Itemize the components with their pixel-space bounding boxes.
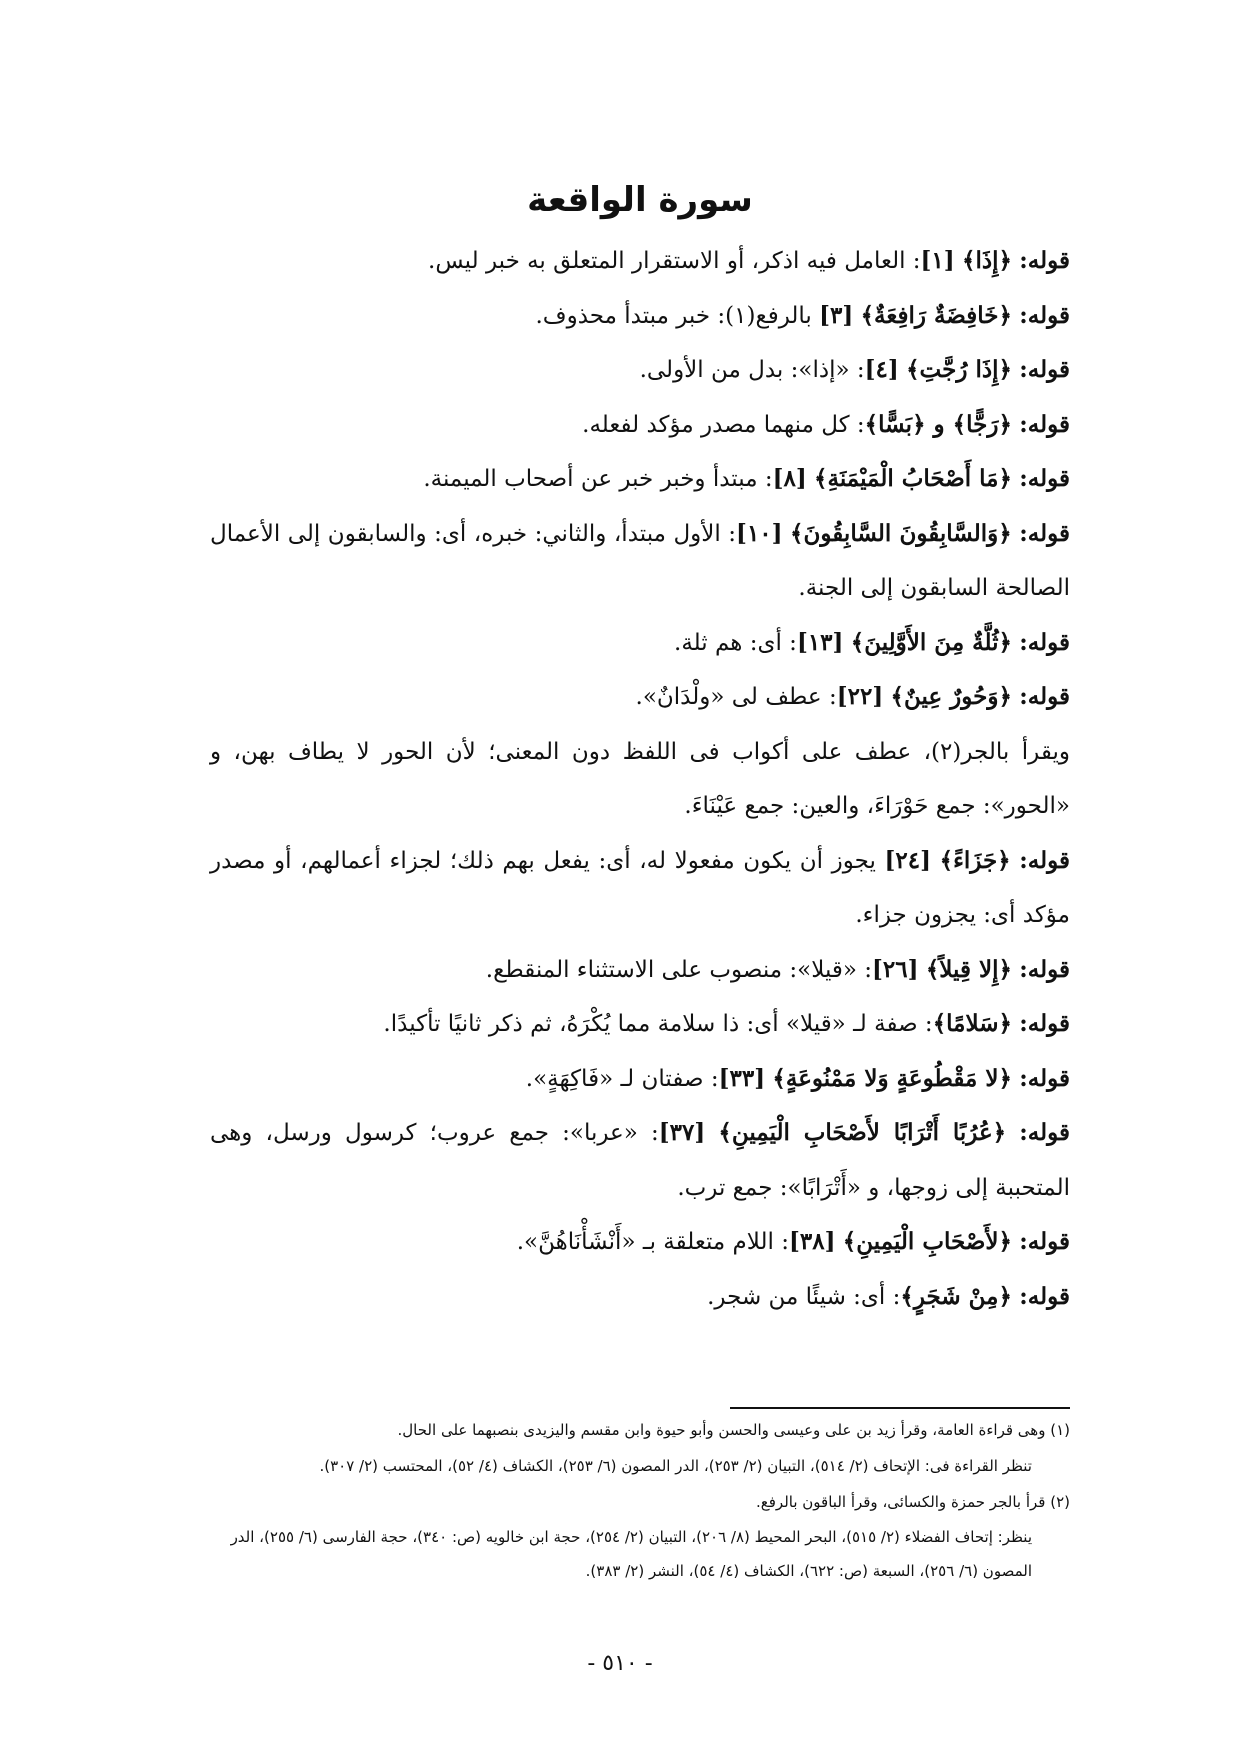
entry bbox=[210, 997, 1070, 1052]
entry-verse: ﴿خَافِضَةٌ رَافِعَةٌ﴾ bbox=[860, 301, 1012, 329]
surah-title: سورة الواقعة bbox=[527, 180, 753, 220]
entry-text: : «عربا»: جمع عروب؛ كرسول ورسل، وهى المتحببة إلى زوجها، و «أَتْرَابًا»: جمع ترب. bbox=[210, 1120, 1070, 1201]
entry-text: بالرفع(١): خبر مبتدأ محذوف. bbox=[535, 302, 820, 329]
entry bbox=[210, 943, 1070, 998]
entry-lead: قوله: bbox=[1019, 519, 1070, 547]
entry-text: : صفة لـ «قيلا» أى: ذا سلامة مما يُكْرَهُ، ثم ذكر ثانيًا تأكيدًا. bbox=[383, 1011, 933, 1037]
entry-ref: [١٠] bbox=[736, 519, 783, 547]
entry-lead: قوله: bbox=[1019, 1119, 1071, 1146]
page-body bbox=[210, 170, 1070, 1324]
entry-verse: ﴿إِذَا﴾ bbox=[961, 247, 1012, 274]
footnote-2-sources: ينظر: إتحاف الفضلاء (٢/ ٥١٥)، البحر المحيط (٨/ ٢٠٦)، التبيان (٢/ ٢٥٤)، حجة ابن خالويه (ص: ٣٤٠)، حجة الفارسى (٦/ ٢٥٥)، الدر المصون (٦/ ٢٥٦)، السبعة (ص: ٦٢٢)، الكشاف (٤/ ٥٤)، النشر (٢/ ٣٨٣). bbox=[230, 1528, 1032, 1580]
entry-ref: [٢٤] bbox=[884, 846, 931, 874]
entry-text: يجوز أن يكون مفعولا له، أى: يفعل بهم ذلك؛ لجزاء أعمالهم، أو مصدر مؤكد أى: يجزون جزاء. bbox=[210, 847, 1070, 928]
entry-ref: [٤] bbox=[864, 356, 899, 383]
entry-ref: [٣٧] bbox=[658, 1119, 706, 1146]
entry bbox=[210, 834, 1070, 943]
entry-verse: ﴿وَحُورٌ عِينٌ﴾ bbox=[890, 683, 1012, 710]
entry-lead: قوله: bbox=[1019, 465, 1070, 492]
entry-lead: قوله: bbox=[1019, 628, 1070, 656]
entry bbox=[210, 234, 1070, 289]
footnote-1-sources: تنظر القراءة فى: الإتحاف (٢/ ٥١٤)، التبيان (٢/ ٢٥٣)، الدر المصون (٦/ ٢٥٣)، الكشاف (٤/ ٥٢)، المحتسب (٢/ ٣٠٧). bbox=[319, 1457, 1032, 1475]
entry-ref: [٣] bbox=[819, 301, 854, 329]
footnote-separator bbox=[730, 1407, 1070, 1409]
entry-verse: ﴿جَزَاءً﴾ bbox=[939, 846, 1011, 874]
entry-verse: ﴿إِلا قِيلاً﴾ bbox=[925, 955, 1012, 983]
entry bbox=[210, 507, 1070, 616]
entry-verse: ﴿وَالسَّابِقُونَ السَّابِقُونَ﴾ bbox=[790, 519, 1012, 547]
entry-lead: قوله: bbox=[1019, 301, 1070, 329]
entry-verse: ﴿إِذَا رُجَّتِ﴾ bbox=[906, 356, 1012, 383]
entry bbox=[210, 398, 1070, 453]
entry-lead: قوله: bbox=[1019, 683, 1070, 710]
entry-ref: [٣٨] bbox=[788, 1228, 836, 1255]
entry-verse: ﴿مِنْ شَجَرٍ﴾ bbox=[900, 1282, 1012, 1310]
entry-lead: قوله: bbox=[1019, 1064, 1070, 1092]
entry-text: : «قيلا»: منصوب على الاستثناء المنقطع. bbox=[485, 956, 873, 983]
entry-text: : الأول مبتدأ، والثاني: خبره، أى: والسابقون إلى الأعمال الصالحة السابقون إلى الجنة. bbox=[210, 520, 1070, 601]
entry-ref: [٢٦] bbox=[872, 955, 919, 983]
entry bbox=[210, 289, 1070, 344]
entry-lead: قوله: bbox=[1019, 247, 1070, 274]
entry bbox=[210, 1270, 1070, 1325]
entry bbox=[210, 670, 1070, 725]
entry-ref: [١٣] bbox=[796, 628, 844, 656]
entry-verse: ﴿رَجًّا﴾ و ﴿بَسًّا﴾ bbox=[864, 410, 1012, 438]
entry-lead: قوله: bbox=[1019, 356, 1070, 383]
entry-lead: قوله: bbox=[1019, 1228, 1070, 1255]
entry-verse: ﴿لا مَقْطُوعَةٍ وَلا مَمْنُوعَةٍ﴾ bbox=[772, 1064, 1012, 1092]
entry-ref: [٢٢] bbox=[836, 683, 884, 710]
entry-text: ويقرأ بالجر(٢)، عطف على أكواب فى اللفظ دون المعنى؛ لأن الحور لا يطاف بهن، و «الحور»: جمع حَوْرَاءَ، والعين: جمع عَيْنَاءَ. bbox=[210, 738, 1070, 819]
entry-text: : عطف لى «ولْدَانٌ». bbox=[635, 684, 837, 710]
entry bbox=[210, 616, 1070, 671]
entry-lead: قوله: bbox=[1019, 846, 1070, 874]
entry-verse: ﴿مَا أَصْحَابُ الْمَيْمَنَةِ﴾ bbox=[814, 465, 1012, 492]
entry-lead: قوله: bbox=[1019, 1010, 1070, 1037]
entries-list bbox=[210, 234, 1070, 1324]
entry-lead: قوله: bbox=[1019, 1282, 1070, 1310]
entry bbox=[210, 1052, 1070, 1107]
entry bbox=[210, 725, 1070, 834]
entry bbox=[210, 452, 1070, 507]
entry-lead: قوله: bbox=[1019, 955, 1070, 983]
entry-text: : أى: هم ثلة. bbox=[674, 629, 797, 656]
entry-lead: قوله: bbox=[1019, 410, 1070, 438]
page-number: - ٥١٠ - bbox=[587, 1651, 653, 1676]
footnotes bbox=[210, 1412, 1070, 1588]
entry-text: : كل منهما مصدر مؤكد لفعله. bbox=[582, 411, 865, 438]
entry-ref: [٨] bbox=[772, 465, 807, 492]
entry bbox=[210, 343, 1070, 398]
entry-verse: ﴿سَلامًا﴾ bbox=[932, 1010, 1012, 1037]
footnote-2: (٢) قرأ بالجر حمزة والكسائى، وقرأ الباقون بالرفع. bbox=[756, 1493, 1070, 1511]
footnote-1: (١) وهى قراءة العامة، وقرأ زيد بن على وعيسى والحسن وأبو حيوة وابن مقسم واليزيدى بنصبهما على الحال. bbox=[397, 1421, 1070, 1439]
entry-verse: ﴿لأَصْحَابِ الْيَمِينِ﴾ bbox=[842, 1228, 1012, 1255]
entry-verse: ﴿ثُلَّةٌ مِنَ الأَوَّلِينَ﴾ bbox=[850, 628, 1012, 656]
entry-ref: [٣٣] bbox=[718, 1064, 766, 1092]
entry-text: : أى: شيئًا من شجر. bbox=[707, 1283, 901, 1310]
entry-verse: ﴿عُرُبًا أَتْرَابًا لأَصْحَابِ الْيَمِينِ﴾ bbox=[718, 1119, 1007, 1146]
entry-text: : العامل فيه اذكر، أو الاستقرار المتعلق به خبر ليس. bbox=[428, 248, 921, 274]
entry-text: : «إذا»: بدل من الأولى. bbox=[639, 357, 865, 383]
entry-ref: [١] bbox=[920, 247, 955, 274]
entry-text: : مبتدأ وخبر خبر عن أصحاب الميمنة. bbox=[423, 466, 773, 492]
entry bbox=[210, 1215, 1070, 1270]
entry-text: : صفتان لـ «فَاكِهَةٍ». bbox=[525, 1065, 719, 1092]
entry-text: : اللام متعلقة بـ «أَنْشَأْنَاهُنَّ». bbox=[516, 1229, 789, 1255]
entry bbox=[210, 1106, 1070, 1215]
